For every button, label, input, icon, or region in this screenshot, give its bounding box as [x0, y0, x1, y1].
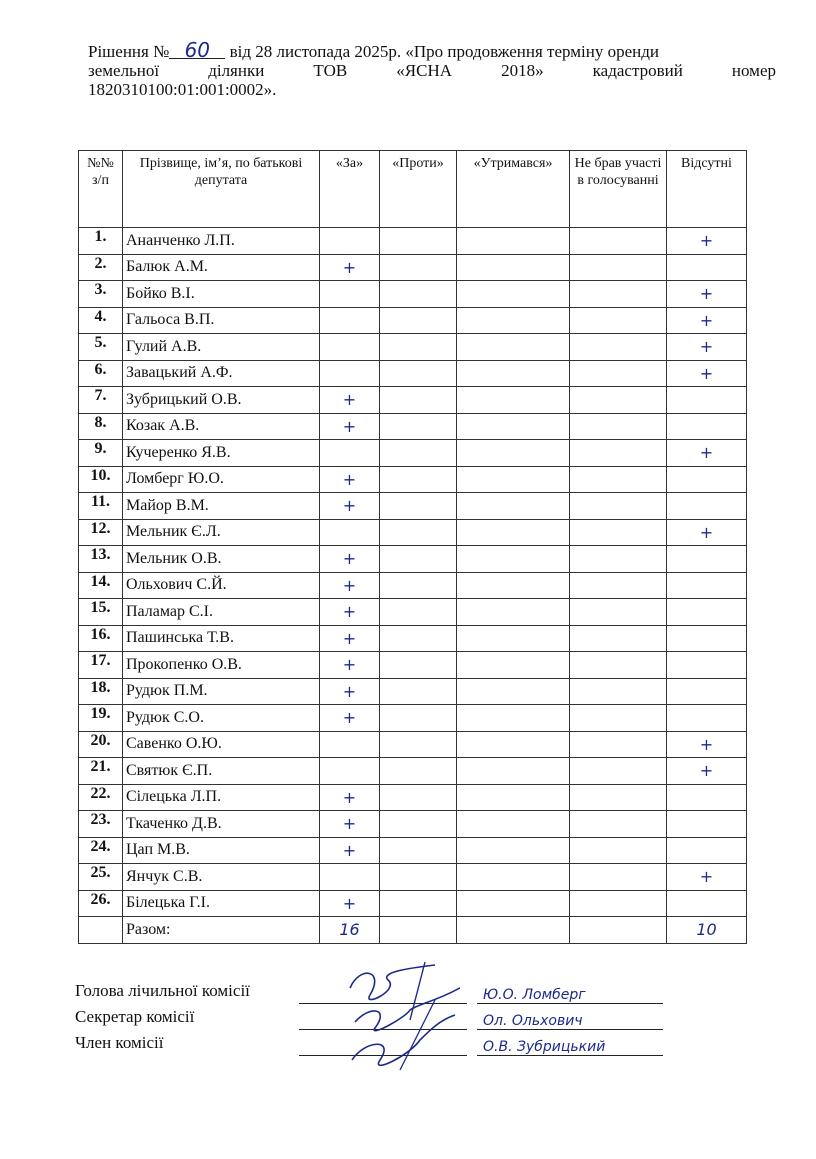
row-number: 15. [79, 599, 123, 626]
vote-cell-against [380, 413, 457, 440]
table-row [79, 572, 747, 599]
vote-cell-against [380, 254, 457, 281]
col-against-header: «Проти» [380, 151, 457, 228]
vote-cell-for: + [320, 413, 380, 440]
row-number: 6. [79, 360, 123, 387]
vote-cell-not-voted [570, 705, 667, 732]
vote-cell-against [380, 546, 457, 573]
deputy-name: Ананченко Л.П. [123, 228, 320, 255]
vote-cell-against [380, 440, 457, 467]
vote-cell-for: + [320, 890, 380, 917]
table-row [79, 254, 747, 281]
row-number: 12. [79, 519, 123, 546]
total-number-cell [79, 917, 123, 944]
vote-cell-not-voted [570, 228, 667, 255]
vote-cell-against [380, 334, 457, 361]
deputy-name: Гальоса В.П. [123, 307, 320, 334]
row-number: 18. [79, 678, 123, 705]
vote-cell-not-voted [570, 890, 667, 917]
row-number: 9. [79, 440, 123, 467]
row-number: 22. [79, 784, 123, 811]
table-row [79, 413, 747, 440]
vote-cell-absent: + [667, 864, 747, 891]
vote-cell-abstain [457, 413, 570, 440]
secretary-name: Ол. Ольхович [477, 1013, 663, 1030]
row-number: 2. [79, 254, 123, 281]
table-row [79, 705, 747, 732]
vote-cell-not-voted [570, 334, 667, 361]
table-row [79, 387, 747, 414]
vote-cell-against [380, 307, 457, 334]
row-number: 26. [79, 890, 123, 917]
total-abstain [457, 917, 570, 944]
vote-cell-abstain [457, 758, 570, 785]
header-word: ділянки [208, 61, 265, 80]
vote-cell-abstain [457, 625, 570, 652]
row-number: 7. [79, 387, 123, 414]
table-row [79, 334, 747, 361]
col-for-header: «За» [320, 151, 380, 228]
row-number: 3. [79, 281, 123, 308]
table-row [79, 519, 747, 546]
vote-cell-for: + [320, 254, 380, 281]
deputy-name: Святюк Є.П. [123, 758, 320, 785]
vote-cell-absent: + [667, 307, 747, 334]
vote-cell-for: + [320, 678, 380, 705]
vote-cell-abstain [457, 228, 570, 255]
chair-name: Ю.О. Ломберг [477, 987, 663, 1004]
vote-cell-absent: + [667, 281, 747, 308]
total-against [380, 917, 457, 944]
decision-date: від 28 листопада 2025р. [229, 42, 402, 61]
decision-title-part1: «Про продовження терміну оренди [405, 42, 659, 61]
row-number: 11. [79, 493, 123, 520]
deputy-name: Гулий А.В. [123, 334, 320, 361]
table-row [79, 837, 747, 864]
row-number: 19. [79, 705, 123, 732]
vote-cell-abstain [457, 387, 570, 414]
vote-cell-against [380, 493, 457, 520]
table-row [79, 228, 747, 255]
header-word: кадастровий [592, 61, 683, 80]
row-number: 23. [79, 811, 123, 838]
table-header-row [79, 151, 747, 228]
table-row [79, 890, 747, 917]
handwritten-signatures [340, 960, 460, 1080]
table-row [79, 599, 747, 626]
deputy-name: Ломберг Ю.О. [123, 466, 320, 493]
deputy-name: Балюк А.М. [123, 254, 320, 281]
table-row [79, 758, 747, 785]
vote-cell-against [380, 281, 457, 308]
vote-cell-not-voted [570, 811, 667, 838]
vote-cell-absent [667, 652, 747, 679]
table-row [79, 811, 747, 838]
vote-cell-for [320, 228, 380, 255]
deputy-name: Цап М.В. [123, 837, 320, 864]
decision-number: 60 [169, 42, 225, 59]
vote-cell-abstain [457, 519, 570, 546]
vote-cell-against [380, 652, 457, 679]
row-number: 1. [79, 228, 123, 255]
vote-cell-for: + [320, 652, 380, 679]
table-row [79, 546, 747, 573]
vote-cell-against [380, 599, 457, 626]
vote-cell-not-voted [570, 519, 667, 546]
row-number: 25. [79, 864, 123, 891]
vote-cell-against [380, 387, 457, 414]
vote-cell-for: + [320, 811, 380, 838]
vote-cell-absent [667, 625, 747, 652]
table-row [79, 360, 747, 387]
vote-cell-abstain [457, 678, 570, 705]
vote-cell-for [320, 731, 380, 758]
row-number: 21. [79, 758, 123, 785]
vote-cell-abstain [457, 281, 570, 308]
vote-cell-absent: + [667, 519, 747, 546]
vote-cell-for [320, 281, 380, 308]
deputy-name: Ткаченко Д.В. [123, 811, 320, 838]
vote-cell-abstain [457, 572, 570, 599]
deputy-name: Ольхович С.Й. [123, 572, 320, 599]
col-abstain-header: «Утримався» [457, 151, 570, 228]
vote-cell-not-voted [570, 652, 667, 679]
total-absent: 10 [667, 917, 747, 944]
vote-cell-abstain [457, 811, 570, 838]
vote-cell-absent [667, 890, 747, 917]
vote-cell-for [320, 519, 380, 546]
vote-cell-not-voted [570, 864, 667, 891]
vote-cell-absent [667, 572, 747, 599]
row-number: 5. [79, 334, 123, 361]
row-number: 17. [79, 652, 123, 679]
deputy-name: Зубрицький О.В. [123, 387, 320, 414]
vote-cell-against [380, 784, 457, 811]
vote-cell-not-voted [570, 493, 667, 520]
vote-cell-against [380, 758, 457, 785]
vote-cell-abstain [457, 334, 570, 361]
vote-cell-against [380, 864, 457, 891]
vote-cell-for: + [320, 387, 380, 414]
vote-cell-for: + [320, 572, 380, 599]
vote-cell-abstain [457, 652, 570, 679]
table-row [79, 864, 747, 891]
vote-cell-absent [667, 705, 747, 732]
header-line-1 [88, 38, 776, 62]
vote-cell-absent [667, 413, 747, 440]
vote-cell-absent [667, 466, 747, 493]
decision-header [88, 38, 776, 99]
row-number: 24. [79, 837, 123, 864]
vote-cell-absent: + [667, 440, 747, 467]
vote-cell-for: + [320, 599, 380, 626]
voting-table [78, 150, 747, 944]
vote-cell-not-voted [570, 440, 667, 467]
vote-cell-absent [667, 678, 747, 705]
col-absent-header: Відсутні [667, 151, 747, 228]
vote-cell-for [320, 334, 380, 361]
vote-cell-absent: + [667, 334, 747, 361]
vote-cell-abstain [457, 360, 570, 387]
vote-cell-not-voted [570, 307, 667, 334]
table-row [79, 625, 747, 652]
chair-label: Голова лічильної комісії [75, 981, 250, 1000]
vote-cell-absent [667, 387, 747, 414]
vote-cell-absent: + [667, 228, 747, 255]
deputy-name: Бойко В.І. [123, 281, 320, 308]
table-row [79, 678, 747, 705]
vote-cell-against [380, 678, 457, 705]
vote-cell-against [380, 890, 457, 917]
vote-cell-not-voted [570, 572, 667, 599]
table-row [79, 493, 747, 520]
deputy-name: Паламар С.І. [123, 599, 320, 626]
vote-cell-against [380, 837, 457, 864]
vote-cell-against [380, 731, 457, 758]
header-word: «ЯСНА [396, 61, 453, 80]
vote-cell-not-voted [570, 281, 667, 308]
deputy-name: Козак А.В. [123, 413, 320, 440]
member-label: Член комісії [75, 1033, 164, 1052]
vote-cell-for: + [320, 625, 380, 652]
vote-cell-against [380, 705, 457, 732]
row-number: 16. [79, 625, 123, 652]
cadastral-number: 1820310100:01:001:0002». [88, 80, 277, 99]
vote-cell-for [320, 864, 380, 891]
vote-cell-absent [667, 599, 747, 626]
deputy-name: Сілецька Л.П. [123, 784, 320, 811]
vote-cell-against [380, 228, 457, 255]
row-number: 20. [79, 731, 123, 758]
vote-cell-not-voted [570, 254, 667, 281]
vote-cell-for [320, 307, 380, 334]
table-row [79, 466, 747, 493]
deputy-name: Рудюк П.М. [123, 678, 320, 705]
vote-cell-against [380, 811, 457, 838]
header-word: земельної [88, 61, 160, 80]
vote-cell-not-voted [570, 413, 667, 440]
row-number: 4. [79, 307, 123, 334]
header-line-2 [88, 61, 776, 80]
deputy-name: Рудюк С.О. [123, 705, 320, 732]
vote-cell-for: + [320, 705, 380, 732]
vote-cell-absent [667, 784, 747, 811]
vote-cell-for: + [320, 837, 380, 864]
deputy-name: Білецька Г.І. [123, 890, 320, 917]
vote-cell-against [380, 466, 457, 493]
col-number-header: №№ з/п [79, 151, 123, 228]
vote-cell-against [380, 572, 457, 599]
vote-cell-not-voted [570, 387, 667, 414]
total-label: Разом: [123, 917, 320, 944]
vote-cell-abstain [457, 466, 570, 493]
vote-cell-for: + [320, 466, 380, 493]
vote-cell-for: + [320, 493, 380, 520]
vote-cell-not-voted [570, 837, 667, 864]
vote-cell-absent [667, 546, 747, 573]
decision-prefix: Рішення № [88, 42, 170, 61]
vote-cell-not-voted [570, 731, 667, 758]
vote-cell-against [380, 519, 457, 546]
vote-cell-abstain [457, 731, 570, 758]
vote-cell-abstain [457, 546, 570, 573]
row-number: 13. [79, 546, 123, 573]
vote-cell-not-voted [570, 784, 667, 811]
vote-cell-abstain [457, 599, 570, 626]
total-for: 16 [320, 917, 380, 944]
vote-cell-absent [667, 493, 747, 520]
vote-cell-not-voted [570, 678, 667, 705]
table-row [79, 440, 747, 467]
col-name-header: Прізвище, ім’я, по батькові депутата [123, 151, 320, 228]
vote-cell-abstain [457, 890, 570, 917]
table-row [79, 307, 747, 334]
col-not-voted-header: Не брав участі в голосуванні [570, 151, 667, 228]
deputy-name: Мельник Є.Л. [123, 519, 320, 546]
deputy-name: Прокопенко О.В. [123, 652, 320, 679]
deputy-name: Савенко О.Ю. [123, 731, 320, 758]
table-row [79, 281, 747, 308]
vote-cell-for: + [320, 784, 380, 811]
vote-cell-abstain [457, 705, 570, 732]
vote-cell-against [380, 625, 457, 652]
vote-cell-abstain [457, 440, 570, 467]
table-row [79, 652, 747, 679]
deputy-name: Янчук С.В. [123, 864, 320, 891]
secretary-label: Секретар комісії [75, 1007, 195, 1026]
row-number: 10. [79, 466, 123, 493]
vote-cell-abstain [457, 254, 570, 281]
vote-cell-not-voted [570, 758, 667, 785]
vote-cell-for [320, 758, 380, 785]
vote-cell-for [320, 360, 380, 387]
deputy-name: Майор В.М. [123, 493, 320, 520]
vote-cell-abstain [457, 784, 570, 811]
deputy-name: Мельник О.В. [123, 546, 320, 573]
deputy-name: Кучеренко Я.В. [123, 440, 320, 467]
header-word: ТОВ [313, 61, 348, 80]
vote-cell-not-voted [570, 546, 667, 573]
row-number: 8. [79, 413, 123, 440]
vote-cell-abstain [457, 864, 570, 891]
vote-cell-not-voted [570, 360, 667, 387]
vote-cell-absent: + [667, 758, 747, 785]
vote-cell-for: + [320, 546, 380, 573]
header-word: 2018» [501, 61, 544, 80]
header-word: номер [731, 61, 776, 80]
total-not-voted [570, 917, 667, 944]
vote-cell-not-voted [570, 625, 667, 652]
vote-cell-for [320, 440, 380, 467]
deputy-name: Пашинська Т.В. [123, 625, 320, 652]
row-number: 14. [79, 572, 123, 599]
vote-cell-not-voted [570, 466, 667, 493]
vote-cell-absent [667, 811, 747, 838]
vote-cell-absent: + [667, 360, 747, 387]
vote-cell-against [380, 360, 457, 387]
vote-cell-abstain [457, 493, 570, 520]
vote-cell-abstain [457, 307, 570, 334]
vote-cell-abstain [457, 837, 570, 864]
voting-table-body [79, 228, 747, 917]
vote-cell-not-voted [570, 599, 667, 626]
total-row [79, 917, 747, 944]
member-name: О.В. Зубрицький [477, 1039, 663, 1056]
vote-cell-absent [667, 837, 747, 864]
deputy-name: Завацький А.Ф. [123, 360, 320, 387]
table-row [79, 784, 747, 811]
vote-cell-absent [667, 254, 747, 281]
table-row [79, 731, 747, 758]
vote-cell-absent: + [667, 731, 747, 758]
